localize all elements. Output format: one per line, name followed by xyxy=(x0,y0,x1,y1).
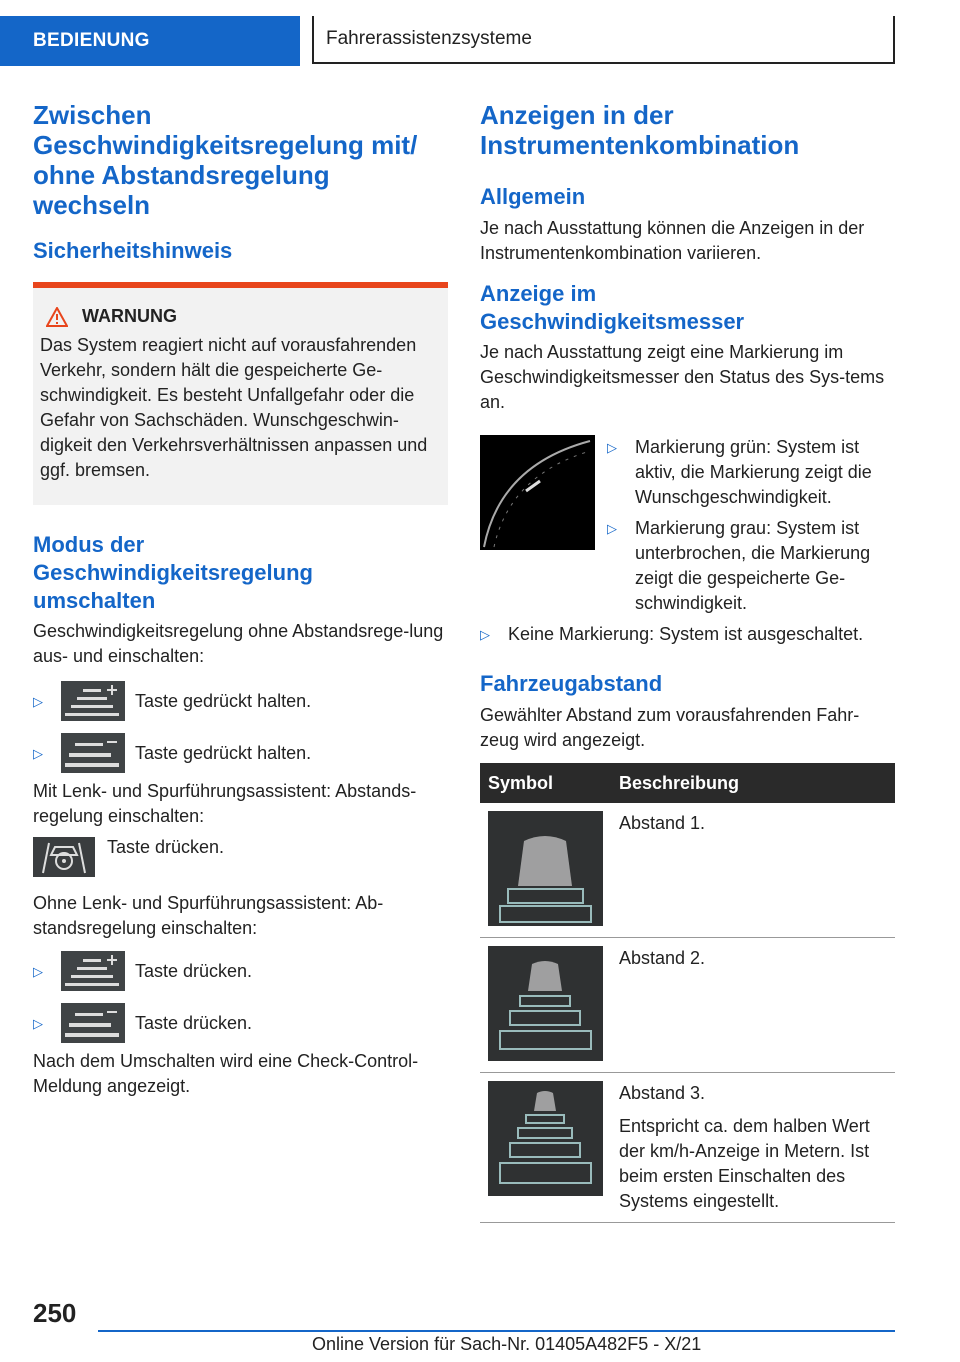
mark-grey-text: Markierung grau: System ist unterbrochen, die Markierung zeigt die gespeicherte Ge-schwindigkeit. xyxy=(635,518,871,613)
list-item xyxy=(33,727,448,779)
table-row xyxy=(480,938,895,1073)
bullet-triangle-icon: ▷ xyxy=(480,627,490,642)
bullet-triangle-icon: ▷ xyxy=(33,1015,43,1031)
hold-text-2: Taste gedrückt halten. xyxy=(135,742,312,763)
section-label: BEDIENUNG xyxy=(33,30,150,51)
right-column xyxy=(480,100,895,1223)
list-item xyxy=(480,622,895,647)
warning-box xyxy=(33,282,448,505)
press-text-1: Taste drücken. xyxy=(107,837,225,857)
steering-assist-button-icon xyxy=(33,837,95,877)
section-tab xyxy=(0,16,300,66)
distance-minus-button-icon xyxy=(61,733,125,773)
distance-plus-button-icon xyxy=(61,951,125,991)
distance-1-desc: Abstand 1. xyxy=(611,803,895,938)
general-heading: Allgemein xyxy=(480,184,586,209)
distance-2-image xyxy=(488,946,603,1061)
with-assist-text: Mit Lenk- und Spurführungsassistent: Abstands-regelung einschalten: xyxy=(33,781,417,826)
list-item xyxy=(33,997,448,1049)
bullet-triangle-icon: ▷ xyxy=(607,440,617,455)
table-row xyxy=(480,803,895,938)
list-item xyxy=(33,945,448,997)
table-header-desc: Beschreibung xyxy=(611,763,895,803)
section-title-left: Zwischen Geschwindigkeitsregelung mit/ ohne Abstandsregelung wechseln xyxy=(33,100,418,220)
page-number: 250 xyxy=(33,1298,77,1328)
footer-online-version: Online Version für Sach-Nr. 01405A482F5 - X/21 xyxy=(312,1334,702,1354)
no-mark-text: Keine Markierung: System ist ausgeschaltet. xyxy=(508,624,864,644)
warning-label: WARNUNG xyxy=(82,306,177,326)
distance-minus-button-icon xyxy=(61,1003,125,1043)
without-assist-text: Ohne Lenk- und Spurführungsassistent: Ab-standsregelung einschalten: xyxy=(33,893,384,938)
chapter-tab xyxy=(312,16,895,64)
table-row xyxy=(480,1073,895,1223)
table-header-symbol: Symbol xyxy=(480,763,611,803)
bullet-triangle-icon: ▷ xyxy=(607,521,617,536)
list-item xyxy=(607,516,895,616)
warning-triangle-icon xyxy=(46,307,68,327)
after-switch-text: Nach dem Umschalten wird eine Check-Control-Meldung angezeigt. xyxy=(33,1051,419,1096)
speedo-text: Je nach Ausstattung zeigt eine Markierung im Geschwindigkeitsmesser den Status des Sys-tems an. xyxy=(480,342,885,412)
section-title-right: Anzeigen in der Instrumentenkombination xyxy=(480,100,800,160)
distance-3-desc: Abstand 3. xyxy=(619,1083,706,1103)
distance-plus-button-icon xyxy=(61,681,125,721)
warning-text: Das System reagiert nicht auf vorausfahrenden Verkehr, sondern hält die gespeicherte Ge-schwindigkeit. Es besteht Unfallgefahr oder die Gefahr von Sachschäden. Wunschgeschwin-digkeit den Verkehrsverhältnissen anpassen und ggf. bremsen. xyxy=(40,335,428,480)
speedometer-image xyxy=(480,435,595,550)
chapter-label: Fahrerassistenzsysteme xyxy=(326,28,532,49)
distance-table xyxy=(480,763,895,1223)
speedo-heading: Anzeige im Geschwindigkeitsmesser xyxy=(480,281,745,334)
hold-text-1: Taste gedrückt halten. xyxy=(135,690,312,711)
mode-heading: Modus der Geschwindigkeitsregelung umschalten xyxy=(33,532,313,613)
mark-green-text: Markierung grün: System ist aktiv, die Markierung zeigt die Wunschgeschwindigkeit. xyxy=(635,437,872,507)
speedo-figure xyxy=(480,435,895,616)
general-text: Je nach Ausstattung können die Anzeigen in der Instrumentenkombination variieren. xyxy=(480,218,865,263)
list-item xyxy=(33,837,448,877)
safety-heading: Sicherheitshinweis xyxy=(33,238,233,263)
distance-2-desc: Abstand 2. xyxy=(611,938,895,1073)
distance-text: Gewählter Abstand zum vorausfahrenden Fahr-zeug wird angezeigt. xyxy=(480,705,860,750)
list-item xyxy=(607,435,895,510)
distance-heading: Fahrzeugabstand xyxy=(480,671,663,696)
distance-1-image xyxy=(488,811,603,926)
mode-intro: Geschwindigkeitsregelung ohne Abstandsrege-lung aus- und einschalten: xyxy=(33,621,444,666)
bullet-triangle-icon: ▷ xyxy=(33,745,43,761)
distance-3-image xyxy=(488,1081,603,1196)
press-text-2: Taste drücken. xyxy=(135,960,253,981)
list-item xyxy=(33,675,448,727)
footer-rule xyxy=(98,1330,895,1332)
press-text-3: Taste drücken. xyxy=(135,1012,253,1033)
distance-3-extra: Entspricht ca. dem halben Wert der km/h-Anzeige in Metern. Ist beim ersten Einschalten des Systems eingestellt. xyxy=(619,1116,870,1211)
left-column xyxy=(33,100,448,1099)
bullet-triangle-icon: ▷ xyxy=(33,693,43,709)
bullet-triangle-icon: ▷ xyxy=(33,963,43,979)
